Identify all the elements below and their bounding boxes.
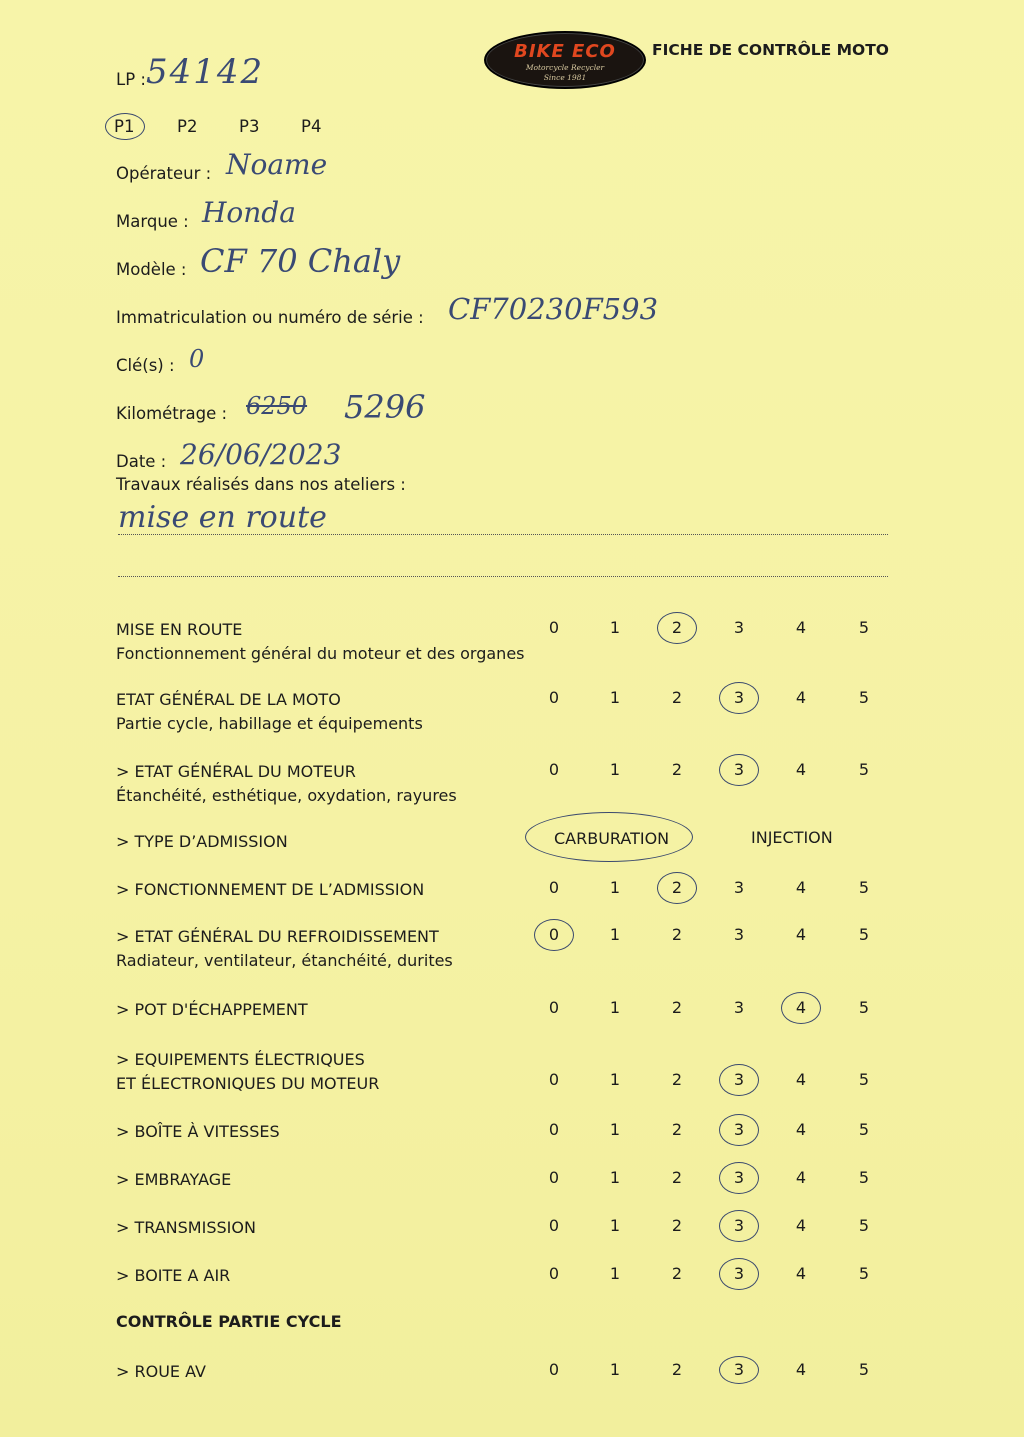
score-option[interactable]: 3 — [733, 878, 745, 897]
row-title: > BOÎTE À VITESSES — [116, 1122, 280, 1141]
operateur-value[interactable]: Noame — [226, 148, 328, 181]
date-value[interactable]: 26/06/2023 — [180, 438, 342, 471]
travaux-line-1 — [118, 534, 888, 535]
cles-value[interactable]: 0 — [189, 345, 205, 373]
score-option[interactable]: 0 — [548, 998, 560, 1017]
kilometrage-struck-value: 6250 — [246, 392, 308, 420]
score-option[interactable]: 4 — [795, 1120, 807, 1139]
score-option[interactable]: 3 — [733, 1264, 745, 1283]
score-option[interactable]: 2 — [671, 1216, 683, 1235]
p1-selection-circle — [105, 113, 145, 140]
operateur-label: Opérateur : — [116, 164, 212, 183]
cles-label: Clé(s) : — [116, 356, 175, 375]
score-option[interactable]: 0 — [548, 925, 560, 944]
score-selection-circle — [719, 1162, 759, 1194]
score-option[interactable]: 1 — [609, 878, 621, 897]
score-option[interactable]: 5 — [858, 1168, 870, 1187]
score-selection-circle — [657, 612, 697, 644]
score-option[interactable]: 3 — [733, 1360, 745, 1379]
score-option[interactable]: 2 — [671, 618, 683, 637]
immatriculation-value[interactable]: CF70230F593 — [448, 292, 659, 326]
position-p3[interactable]: P3 — [239, 117, 260, 136]
row-subtitle: Radiateur, ventilateur, étanchéité, durites — [116, 951, 453, 970]
score-option[interactable]: 0 — [548, 618, 560, 637]
score-option[interactable]: 3 — [733, 1120, 745, 1139]
score-option[interactable]: 4 — [795, 998, 807, 1017]
travaux-value[interactable]: mise en route — [118, 500, 327, 535]
cycle-row-title: > ROUE AV — [116, 1362, 206, 1381]
row-title-line2: ET ÉLECTRONIQUES DU MOTEUR — [116, 1074, 380, 1093]
score-option[interactable]: 5 — [858, 688, 870, 707]
score-option[interactable]: 0 — [548, 1264, 560, 1283]
score-option[interactable]: 1 — [609, 1264, 621, 1283]
score-option[interactable]: 2 — [671, 878, 683, 897]
score-option[interactable]: 0 — [548, 1216, 560, 1235]
score-option[interactable]: 4 — [795, 1216, 807, 1235]
travaux-line-2 — [118, 576, 888, 577]
position-p1[interactable]: P1 — [114, 117, 135, 136]
row-title: > FONCTIONNEMENT DE L’ADMISSION — [116, 880, 425, 899]
score-option[interactable]: 5 — [858, 1070, 870, 1089]
score-option[interactable]: 1 — [609, 688, 621, 707]
cycle-section-heading: CONTRÔLE PARTIE CYCLE — [116, 1312, 342, 1331]
row-title: MISE EN ROUTE — [116, 620, 243, 639]
row-subtitle: Fonctionnement général du moteur et des organes — [116, 644, 525, 663]
score-option[interactable]: 1 — [609, 1120, 621, 1139]
lp-label: LP : — [116, 70, 146, 89]
score-selection-circle — [534, 919, 574, 951]
score-option[interactable]: 0 — [548, 1168, 560, 1187]
score-option[interactable]: 4 — [795, 618, 807, 637]
score-option[interactable]: 1 — [609, 1360, 621, 1379]
score-option[interactable]: 4 — [795, 1070, 807, 1089]
row-title: > ETAT GÉNÉRAL DU MOTEUR — [116, 762, 356, 781]
score-option[interactable]: 5 — [858, 618, 870, 637]
score-option[interactable]: 1 — [609, 998, 621, 1017]
bike-eco-logo — [484, 31, 646, 89]
score-option[interactable]: 1 — [609, 1168, 621, 1187]
score-option[interactable]: 1 — [609, 1216, 621, 1235]
score-option[interactable]: 4 — [795, 760, 807, 779]
row-title: > ETAT GÉNÉRAL DU REFROIDISSEMENT — [116, 927, 439, 946]
score-selection-circle — [657, 872, 697, 904]
score-option[interactable]: 0 — [548, 760, 560, 779]
kilometrage-label: Kilométrage : — [116, 404, 228, 423]
score-option[interactable]: 5 — [858, 925, 870, 944]
score-option[interactable]: 3 — [733, 1070, 745, 1089]
marque-value[interactable]: Honda — [202, 196, 296, 229]
marque-label: Marque : — [116, 212, 189, 231]
date-label: Date : — [116, 452, 167, 471]
position-p4[interactable]: P4 — [301, 117, 322, 136]
score-option[interactable]: 5 — [858, 1360, 870, 1379]
score-selection-circle — [719, 1356, 759, 1384]
logo-text: BIKE ECO — [514, 41, 616, 62]
score-option[interactable]: 3 — [733, 1168, 745, 1187]
score-selection-circle — [719, 1114, 759, 1146]
score-option[interactable]: 4 — [795, 1168, 807, 1187]
row-title: ETAT GÉNÉRAL DE LA MOTO — [116, 690, 341, 709]
score-option[interactable]: 1 — [609, 760, 621, 779]
position-p2[interactable]: P2 — [177, 117, 198, 136]
immatriculation-label: Immatriculation ou numéro de série : — [116, 308, 424, 327]
score-option[interactable]: 3 — [733, 688, 745, 707]
score-option[interactable]: 2 — [671, 1168, 683, 1187]
row-title: > POT D'ÉCHAPPEMENT — [116, 1000, 308, 1019]
score-option[interactable]: 1 — [609, 925, 621, 944]
score-option[interactable]: 4 — [795, 688, 807, 707]
score-selection-circle — [719, 1064, 759, 1096]
score-option[interactable]: 5 — [858, 1120, 870, 1139]
score-option[interactable]: 4 — [795, 1264, 807, 1283]
score-option[interactable]: 5 — [858, 998, 870, 1017]
score-option[interactable]: 4 — [795, 1360, 807, 1379]
score-selection-circle — [719, 1210, 759, 1242]
row-title: > EMBRAYAGE — [116, 1170, 232, 1189]
score-option[interactable]: 5 — [858, 760, 870, 779]
modele-label: Modèle : — [116, 260, 187, 279]
score-option[interactable]: 0 — [548, 688, 560, 707]
score-option[interactable]: 2 — [671, 1264, 683, 1283]
logo-subtitle: Motorcycle Recycler — [525, 63, 605, 72]
score-option[interactable]: 3 — [733, 1216, 745, 1235]
score-option[interactable]: 3 — [733, 618, 745, 637]
score-option[interactable]: 0 — [548, 878, 560, 897]
score-selection-circle — [719, 754, 759, 786]
score-option[interactable]: 2 — [671, 1120, 683, 1139]
score-option[interactable]: 1 — [609, 1070, 621, 1089]
score-option[interactable]: 4 — [795, 878, 807, 897]
admission-title: > TYPE D’ADMISSION — [116, 832, 288, 851]
score-option[interactable]: 1 — [609, 618, 621, 637]
row-title: > BOITE A AIR — [116, 1266, 231, 1285]
score-option[interactable]: 0 — [548, 1360, 560, 1379]
row-subtitle: Partie cycle, habillage et équipements — [116, 714, 423, 733]
score-option[interactable]: 0 — [548, 1070, 560, 1089]
score-option[interactable]: 2 — [671, 925, 683, 944]
row-title: > EQUIPEMENTS ÉLECTRIQUES — [116, 1050, 365, 1069]
score-selection-circle — [719, 1258, 759, 1290]
modele-value[interactable]: CF 70 Chaly — [200, 242, 401, 280]
admission-option-carburation[interactable]: CARBURATION — [554, 829, 670, 848]
row-subtitle: Étanchéité, esthétique, oxydation, rayures — [116, 786, 457, 805]
row-title: > TRANSMISSION — [116, 1218, 256, 1237]
logo-since: Since 1981 — [543, 73, 587, 82]
score-option[interactable]: 5 — [858, 1216, 870, 1235]
score-option[interactable]: 4 — [795, 925, 807, 944]
lp-value: 54142 — [146, 52, 265, 92]
score-option[interactable]: 3 — [733, 925, 745, 944]
travaux-label: Travaux réalisés dans nos ateliers : — [116, 475, 406, 494]
score-selection-circle — [781, 992, 821, 1024]
score-option[interactable]: 3 — [733, 760, 745, 779]
admission-option-injection[interactable]: INJECTION — [751, 828, 833, 847]
score-option[interactable]: 2 — [671, 998, 683, 1017]
score-option[interactable]: 5 — [858, 878, 870, 897]
score-option[interactable]: 0 — [548, 1120, 560, 1139]
score-option[interactable]: 5 — [858, 1264, 870, 1283]
page-title: FICHE DE CONTRÔLE MOTO — [652, 41, 889, 59]
carburation-selection-circle — [525, 812, 693, 862]
score-option[interactable]: 3 — [733, 998, 745, 1017]
score-selection-circle — [719, 682, 759, 714]
score-option[interactable]: 2 — [671, 1360, 683, 1379]
score-option[interactable]: 2 — [671, 1070, 683, 1089]
score-option[interactable]: 2 — [671, 688, 683, 707]
kilometrage-value[interactable]: 5296 — [344, 388, 426, 426]
score-option[interactable]: 2 — [671, 760, 683, 779]
